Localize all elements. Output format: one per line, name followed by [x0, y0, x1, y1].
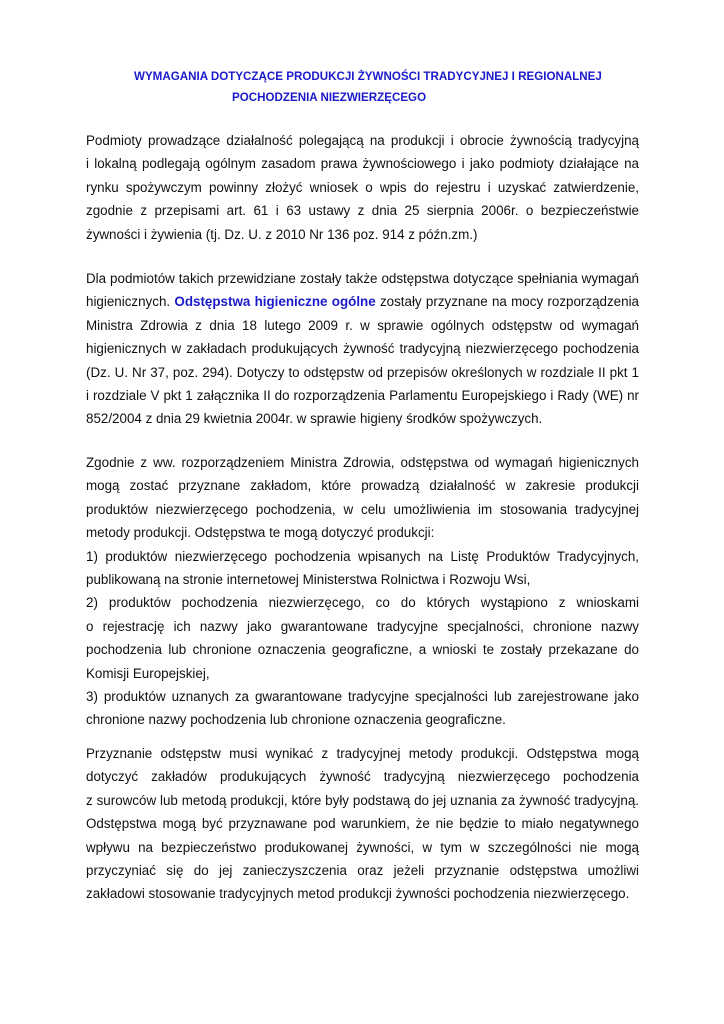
p1-line: rynku spożywczym powinny złożyć wniosek o wpis do rejestru i uzyskać zatwierdzenie, [86, 179, 639, 195]
p3-line: mogą zostać przyznane zakładom, które prowadzą działalność w zakresie produkcji [86, 478, 639, 494]
p2-line-with-highlight [86, 290, 639, 313]
list-item-2-cont: Komisji Europejskiej, [86, 665, 210, 681]
list-item-2-cont: o rejestrację ich nazwy jako gwarantowane tradycyjne specjalności, chronione nazwy [86, 618, 639, 634]
p1-line: zgodnie z przepisami art. 61 i 63 ustawy z dnia 25 sierpnia 2006r. o bezpieczeństwie [86, 203, 639, 219]
p3-line: metody produkcji. Odstępstwa te mogą dotyczyć produkcji: [86, 525, 435, 541]
list-item-2-cont: pochodzenia lub chronione oznaczenia geograficzne, a wnioski te zostały przekazane do [86, 642, 639, 658]
p4-line: dotyczyć zakładów produkujących żywność tradycyjną niezwierzęcego pochodzenia [86, 769, 639, 785]
p4-line: zakładowi stosowanie tradycyjnych metod produkcji żywności pochodzenia niezwierzęcego. [86, 886, 630, 902]
paragraph-2 [86, 267, 639, 431]
paragraph-1 [86, 129, 639, 246]
p1-line: Podmioty prowadzące działalność polegającą na produkcji i obrocie żywnością tradycyjną [86, 133, 639, 148]
p2-line: i rozdziale V pkt 1 załącznika II do rozporządzenia Parlamentu Europejskiego i Rady (WE) nr [86, 387, 639, 403]
p2-line: Dla podmiotów takich przewidziane zostały także odstępstwa dotyczące spełniania wymagań [86, 271, 639, 286]
list-item-3-cont: chronione nazwy pochodzenia lub chronione oznaczenia geograficzne. [86, 712, 506, 728]
title-line-2: POCHODZENIA NIEZWIERZĘCEGO [232, 91, 427, 104]
p3-line: Zgodnie z ww. rozporządzeniem Ministra Zdrowia, odstępstwa od wymagań higienicznych [86, 455, 639, 470]
p1-line: i lokalną podlegają ogólnym zasadom prawa żywnościowego i jako podmioty działające na [86, 156, 639, 172]
p4-line: z surowców lub metodą produkcji, które były podstawą do jej uznania za żywność tradycyjną. [86, 792, 639, 808]
p2-text: zostały przyznane na mocy rozporządzenia [375, 294, 639, 310]
paragraph-4 [86, 742, 639, 906]
p2-line: Ministra Zdrowia z dnia 18 lutego 2009 r. w sprawie ogólnych odstępstw od wymagań [86, 317, 639, 333]
p4-line: wpływu na bezpieczeństwo produkowanej żywności, w tym w szczególności nie mogą [86, 839, 639, 855]
list-item-1-cont: publikowaną na stronie internetowej Ministerstwa Rolnictwa i Rozwoju Wsi, [86, 571, 531, 587]
p2-line: 852/2004 z dnia 29 kwietnia 2004r. w sprawie higieny środków spożywczych. [86, 411, 543, 427]
p4-line: Odstępstwa mogą być przyznawane pod warunkiem, że nie będzie to miało negatywnego [86, 816, 639, 832]
list-item-1: 1) produktów niezwierzęcego pochodzenia wpisanych na Listę Produktów Tradycyjnych, [86, 548, 639, 564]
p1-line: żywności i żywienia (tj. Dz. U. z 2010 Nr 136 poz. 914 z późn.zm.) [86, 226, 478, 242]
p3-line: produktów niezwierzęcego pochodzenia, w celu umożliwienia im stosowania tradycyjnej [86, 501, 639, 517]
p2-line: (Dz. U. Nr 37, poz. 294). Dotyczy to odstępstw od przepisów określonych w rozdziale II pkt 1 [86, 364, 639, 380]
paragraph-3 [86, 451, 639, 732]
p2-line: higienicznych w zakładach produkujących żywność tradycyjną niezwierzęcego pochodzenia [86, 341, 639, 357]
highlighted-term: Odstępstwa higieniczne ogólne [174, 294, 376, 310]
p4-line: Przyznanie odstępstw musi wynikać z tradycyjnej metody produkcji. Odstępstwa mogą [86, 746, 639, 761]
p4-line: przyczyniać się do jej zanieczyszczenia oraz jeżeli przyznanie odstępstwa umożliwi [86, 862, 639, 878]
list-item-3: 3) produktów uznanych za gwarantowane tradycyjne specjalności lub zarejestrowane jako [86, 688, 639, 704]
list-item-2: 2) produktów pochodzenia niezwierzęcego, co do których wystąpiono z wnioskami [86, 595, 639, 611]
document-title [86, 66, 686, 108]
p2-text: higienicznych. [86, 294, 175, 310]
title-line-1: WYMAGANIA DOTYCZĄCE PRODUKCJI ŻYWNOŚCI TRADYCYJNEJ I REGIONALNEJ [134, 70, 602, 83]
